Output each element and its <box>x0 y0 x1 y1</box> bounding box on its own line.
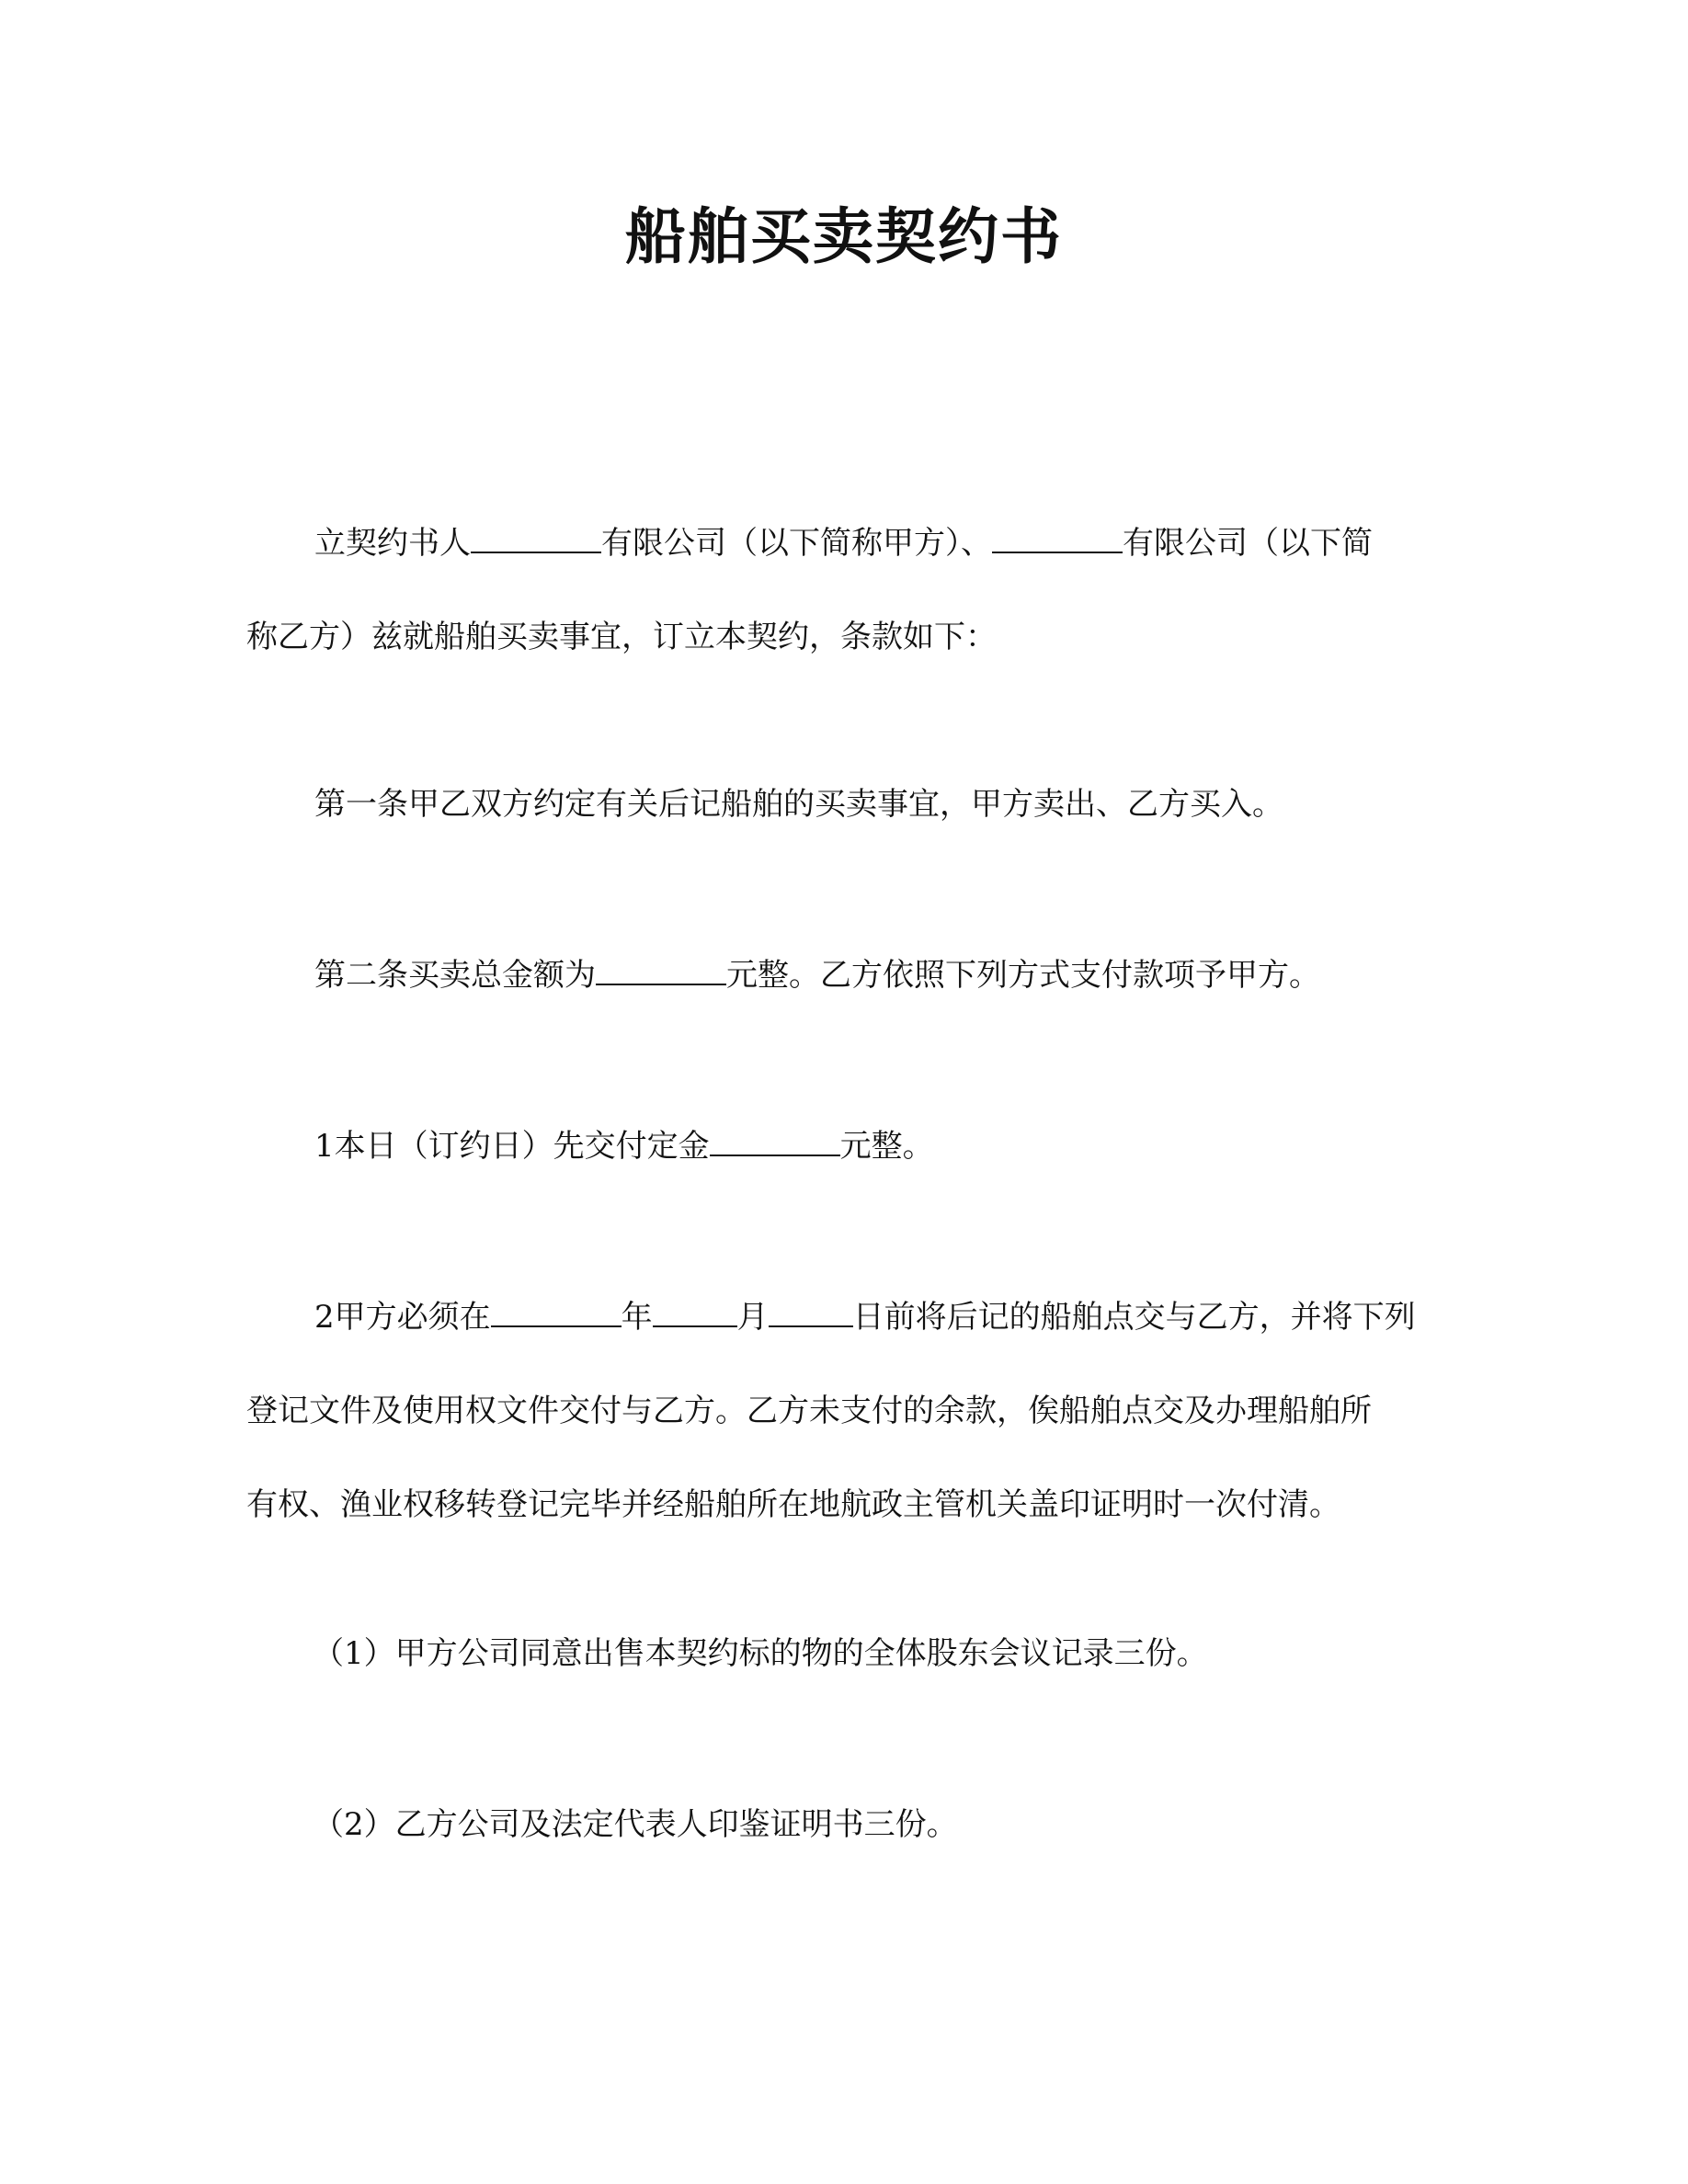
preamble-text-2: 有限公司（以下简称甲方）、 <box>601 525 992 562</box>
month-label: 月 <box>736 1299 769 1336</box>
article-1: 第一条甲乙双方约定有关后记船舶的买卖事宜，甲方卖出、乙方买入。 <box>314 786 1283 823</box>
sub-item-1: （1）甲方公司同意出售本契约标的物的全体股东会议记录三份。 <box>313 1635 1208 1672</box>
clause-1 <box>246 1099 1442 1193</box>
blank-deposit[interactable] <box>710 1127 840 1156</box>
clause-2 <box>246 1270 1442 1552</box>
clause-2-line-3: 有权、渔业权移转登记完毕并经船舶所在地航政主管机关盖印证明时一次付清。 <box>246 1486 1340 1523</box>
blank-month[interactable] <box>653 1298 737 1327</box>
clause-1-text-2: 元整。 <box>839 1128 934 1165</box>
blank-party-b[interactable] <box>992 524 1123 553</box>
article-2-text-2: 元整。乙方依照下列方式支付款项予甲方。 <box>726 957 1320 994</box>
blank-day[interactable] <box>769 1298 853 1327</box>
sub-item-2: （2）乙方公司及法定代表人印鉴证明书三份。 <box>313 1806 958 1843</box>
clause-2-line-2: 登记文件及使用权文件交付与乙方。乙方未支付的余款，俟船舶点交及办理船舶所 <box>246 1393 1372 1429</box>
clause-1-text-1: 1本日（订约日）先交付定金 <box>314 1128 710 1165</box>
clause-2-text-1: 2甲方必须在 <box>314 1299 491 1336</box>
blank-party-a[interactable] <box>471 524 601 553</box>
preamble-line-2: 称乙方）兹就船舶买卖事宜，订立本契约，条款如下： <box>246 619 997 655</box>
blank-total-amount[interactable] <box>596 956 726 985</box>
document-title: 船舶买卖契约书 <box>625 201 1063 272</box>
blank-year[interactable] <box>491 1298 622 1327</box>
preamble-text-3: 有限公司（以下简 <box>1123 525 1373 562</box>
clause-2-line-1 <box>246 1270 1442 1364</box>
preamble-paragraph <box>246 496 1442 684</box>
clause-2-text-2: 日前将后记的船舶点交与乙方，并将下列 <box>852 1299 1416 1336</box>
preamble-text-1: 立契约书人 <box>314 525 471 562</box>
article-2-text-1: 第二条买卖总金额为 <box>314 957 596 994</box>
year-label: 年 <box>621 1299 653 1336</box>
article-2 <box>246 928 1442 1022</box>
preamble-line-1 <box>246 496 1442 590</box>
